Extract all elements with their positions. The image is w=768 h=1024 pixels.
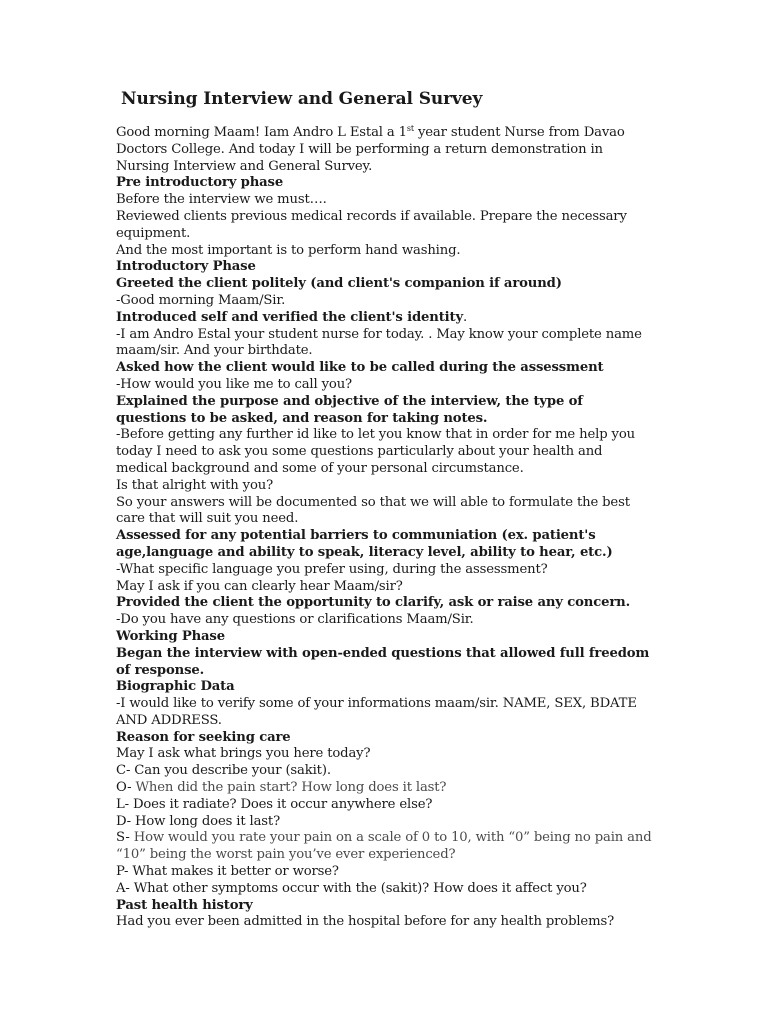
barriers-line: May I ask if you can clearly hear Maam/sir? — [116, 578, 403, 594]
greeting-line: -Good morning Maam/Sir. — [116, 292, 286, 308]
self-introduction-period: . — [462, 309, 468, 325]
pre-introductory-line: Before the interview we must…. — [116, 192, 327, 208]
barriers-heading: Assessed for any potential barriers to communiation (ex. patient's age,language and ability to speak, literacy level, ability to hear, etc.) — [116, 528, 613, 560]
intro-text-end: year student Nurse from Davao Doctors College. And today I will be performing a return demonstration in Nursing Interview and General Survey. — [116, 125, 625, 174]
coldspa-s-text: How would you rate your pain on a scale of 0 to 10, with “0” being no pain and “10” being the worst pain you’ve ever experienced? — [116, 830, 652, 863]
coldspa-o-prefix: O- — [116, 780, 136, 796]
coldspa-p-line: P- What makes it better or worse? — [116, 864, 339, 880]
clarify-line: -Do you have any questions or clarifications Maam/Sir. — [116, 612, 474, 628]
purpose-line: -Before getting any further id like to let you know that in order for me help you today I need to ask you some questions particularly about your health and medical background and some of your personal circumstance. — [116, 427, 635, 476]
pre-introductory-line: Reviewed clients previous medical records if available. Prepare the necessary equipment. — [116, 208, 627, 241]
reason-for-care-line: May I ask what brings you here today? — [116, 746, 371, 762]
coldspa-d-line: D- How long does it last? — [116, 813, 280, 829]
preferred-name-line: -How would you like me to call you? — [116, 376, 352, 392]
coldspa-c-line: C- Can you describe your (sakit). — [116, 763, 331, 779]
purpose-line: So your answers will be documented so that we will able to formulate the best care that will suit you need. — [116, 494, 630, 527]
coldspa-o-text: When did the pain start? How long does it last? — [135, 780, 447, 796]
coldspa-o-line — [116, 780, 656, 797]
working-phase-heading: Working Phase — [116, 628, 225, 644]
pre-introductory-heading: Pre introductory phase — [116, 175, 284, 191]
coldspa-l-line: L- Does it radiate? Does it occur anywhere else? — [116, 796, 433, 812]
coldspa-a-line: A- What other symptoms occur with the (sakit)? How does it affect you? — [116, 880, 587, 896]
biographic-data-heading: Biographic Data — [116, 679, 235, 695]
self-introduction-line: -I am Andro Estal your student nurse for today. . May know your complete name maam/sir. And your birthdate. — [116, 326, 642, 359]
open-ended-heading: Began the interview with open-ended questions that allowed full freedom of response. — [116, 645, 650, 678]
past-health-history-heading: Past health history — [116, 897, 253, 913]
intro-text-start: Good morning Maam! Iam Andro L Estal a 1 — [116, 125, 407, 140]
biographic-data-line: -I would like to verify some of your informations maam/sir. NAME, SEX, BDATE AND ADDRESS. — [116, 696, 637, 728]
clarify-heading: Provided the client the opportunity to clarify, ask or raise any concern. — [116, 595, 631, 611]
preferred-name-heading: Asked how the client would like to be called during the assessment — [116, 360, 604, 376]
coldspa-s-prefix: S- — [116, 830, 134, 846]
self-introduction-heading-row — [116, 310, 656, 327]
past-health-history-line: Had you ever been admitted in the hospital before for any health problems? — [116, 914, 614, 930]
purpose-heading: Explained the purpose and objective of the interview, the type of questions to be asked, and reason for taking notes. — [116, 393, 583, 426]
coldspa-s-line — [116, 830, 656, 864]
barriers-line: -What specific language you prefer using, during the assessment? — [116, 561, 548, 577]
introductory-phase-heading: Introductory Phase — [116, 259, 256, 275]
intro-paragraph — [116, 125, 656, 175]
reason-for-care-heading: Reason for seeking care — [116, 729, 291, 745]
greeting-heading: Greeted the client politely (and client's companion if around) — [116, 276, 562, 292]
self-introduction-heading: Introduced self and verified the client's identity — [116, 309, 463, 325]
purpose-line: Is that alright with you? — [116, 477, 274, 493]
document-body — [116, 125, 656, 931]
pre-introductory-line: And the most important is to perform hand washing. — [116, 242, 461, 258]
ordinal-suffix: st — [406, 124, 414, 133]
document-title: Nursing Interview and General Survey — [121, 89, 483, 109]
